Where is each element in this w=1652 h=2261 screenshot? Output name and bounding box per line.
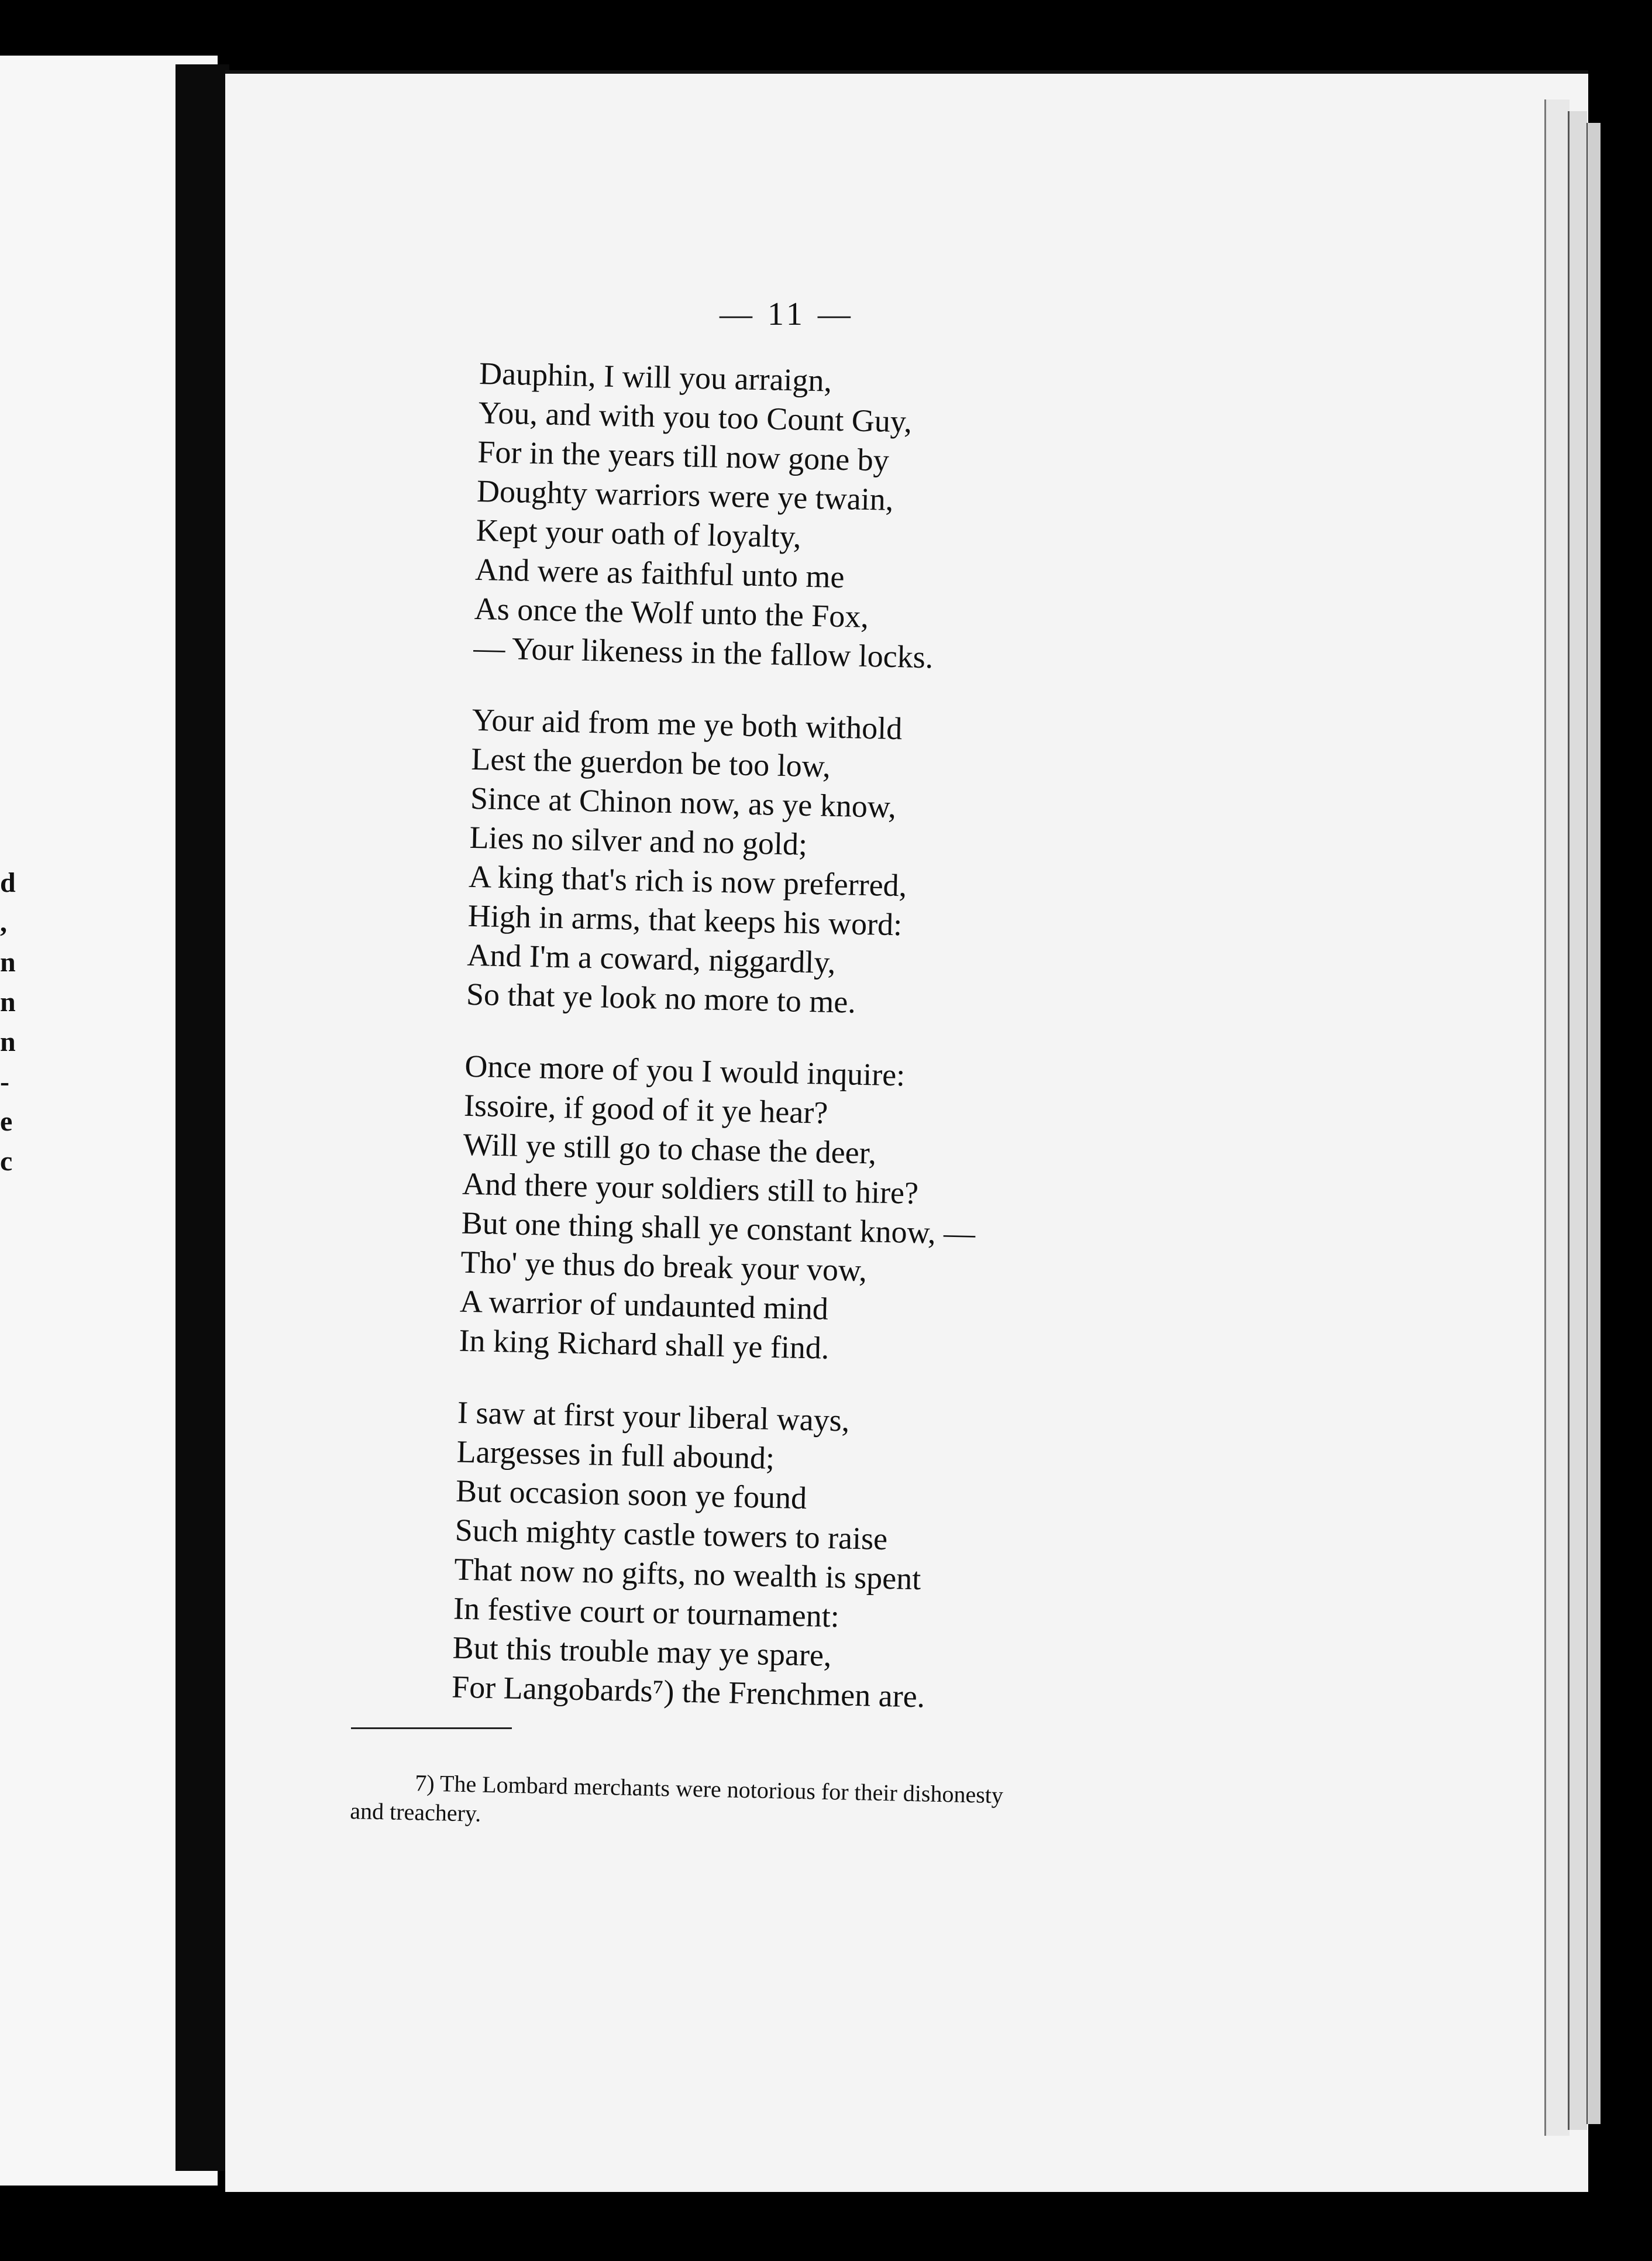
poem-line: And there your soldiers still to hire? <box>462 1166 919 1211</box>
poem-line: But one thing shall ye constant know, — <box>461 1205 976 1252</box>
poem-line: A king that's rich is now preferred, <box>468 858 907 903</box>
poem-line: Issoire, if good of it ye hear? <box>463 1087 828 1130</box>
stanza <box>466 700 986 1025</box>
poem-line: — Your likeness in the fallow locks. <box>473 630 934 675</box>
poem-line: That now no gifts, no wealth is spent <box>453 1551 921 1597</box>
poem-line: And were as faithful unto me <box>474 551 845 595</box>
left-glyph: n <box>0 987 16 1018</box>
left-glyph: d <box>0 867 16 898</box>
poem-line: But occasion soon ye found <box>455 1473 807 1516</box>
poem-line: Your aid from me ye both withold <box>471 702 903 747</box>
page-number: — 11 — <box>720 296 854 332</box>
stanza <box>452 1393 972 1717</box>
poem-line: I saw at first your liberal ways, <box>457 1394 850 1438</box>
poem-line: In festive court or tournament: <box>453 1590 840 1634</box>
footnote-line: and treachery. <box>349 1797 481 1827</box>
poem-line: Will ye still go to chase the deer, <box>463 1126 877 1171</box>
poem-line: A warrior of undaunted mind <box>459 1283 829 1327</box>
footnote-line: 7) The Lombard merchants were notorious for their dishonesty <box>414 1769 1004 1809</box>
left-glyph: , <box>0 907 7 938</box>
stanza <box>473 354 993 678</box>
poem-line: Largesses in full abound; <box>456 1434 775 1476</box>
left-page-fragments <box>0 863 18 1181</box>
poem-line: Lest the guerdon be too low, <box>470 741 831 784</box>
left-glyph: e <box>0 1106 13 1137</box>
page-edge <box>1586 123 1601 2124</box>
stanza <box>459 1047 979 1371</box>
poem-line: For Langobards⁷) the Frenchmen are. <box>451 1669 925 1714</box>
poem-line: Once more of you I would inquire: <box>464 1048 906 1093</box>
poem-line: High in arms, that keeps his word: <box>467 898 903 943</box>
poem-line: Doughty warriors were ye twain, <box>476 473 894 517</box>
poem-line: As once the Wolf unto the Fox, <box>474 590 869 635</box>
left-glyph: n <box>0 947 16 978</box>
poem-line: But this trouble may ye spare, <box>452 1630 832 1674</box>
left-glyph: n <box>0 1026 16 1057</box>
poem-line: Since at Chinon now, as ye know, <box>470 780 897 825</box>
left-glyph: c <box>0 1146 13 1177</box>
poem-line: Kept your oath of loyalty, <box>476 512 802 555</box>
page-edge <box>1544 99 1570 2136</box>
poem-line: Lies no silver and no gold; <box>469 819 808 862</box>
poem-line: Dauphin, I will you arraign, <box>479 355 832 398</box>
poem-line: You, and with you too Count Guy, <box>478 394 913 439</box>
poem-line: Such mighty castle towers to raise <box>455 1512 888 1557</box>
poem <box>450 354 993 1750</box>
poem-line: In king Richard shall ye find. <box>459 1322 830 1366</box>
poem-line: Tho' ye thus do break your vow, <box>460 1244 868 1288</box>
page-edge <box>1568 111 1587 2130</box>
footnote-divider <box>351 1727 512 1729</box>
poem-line: For in the years till now gone by <box>477 434 890 478</box>
left-glyph: - <box>0 1066 9 1097</box>
book-binding <box>175 64 229 2171</box>
poem-line: And I'm a coward, niggardly, <box>466 937 837 980</box>
poem-line: So that ye look no more to me. <box>466 976 856 1020</box>
